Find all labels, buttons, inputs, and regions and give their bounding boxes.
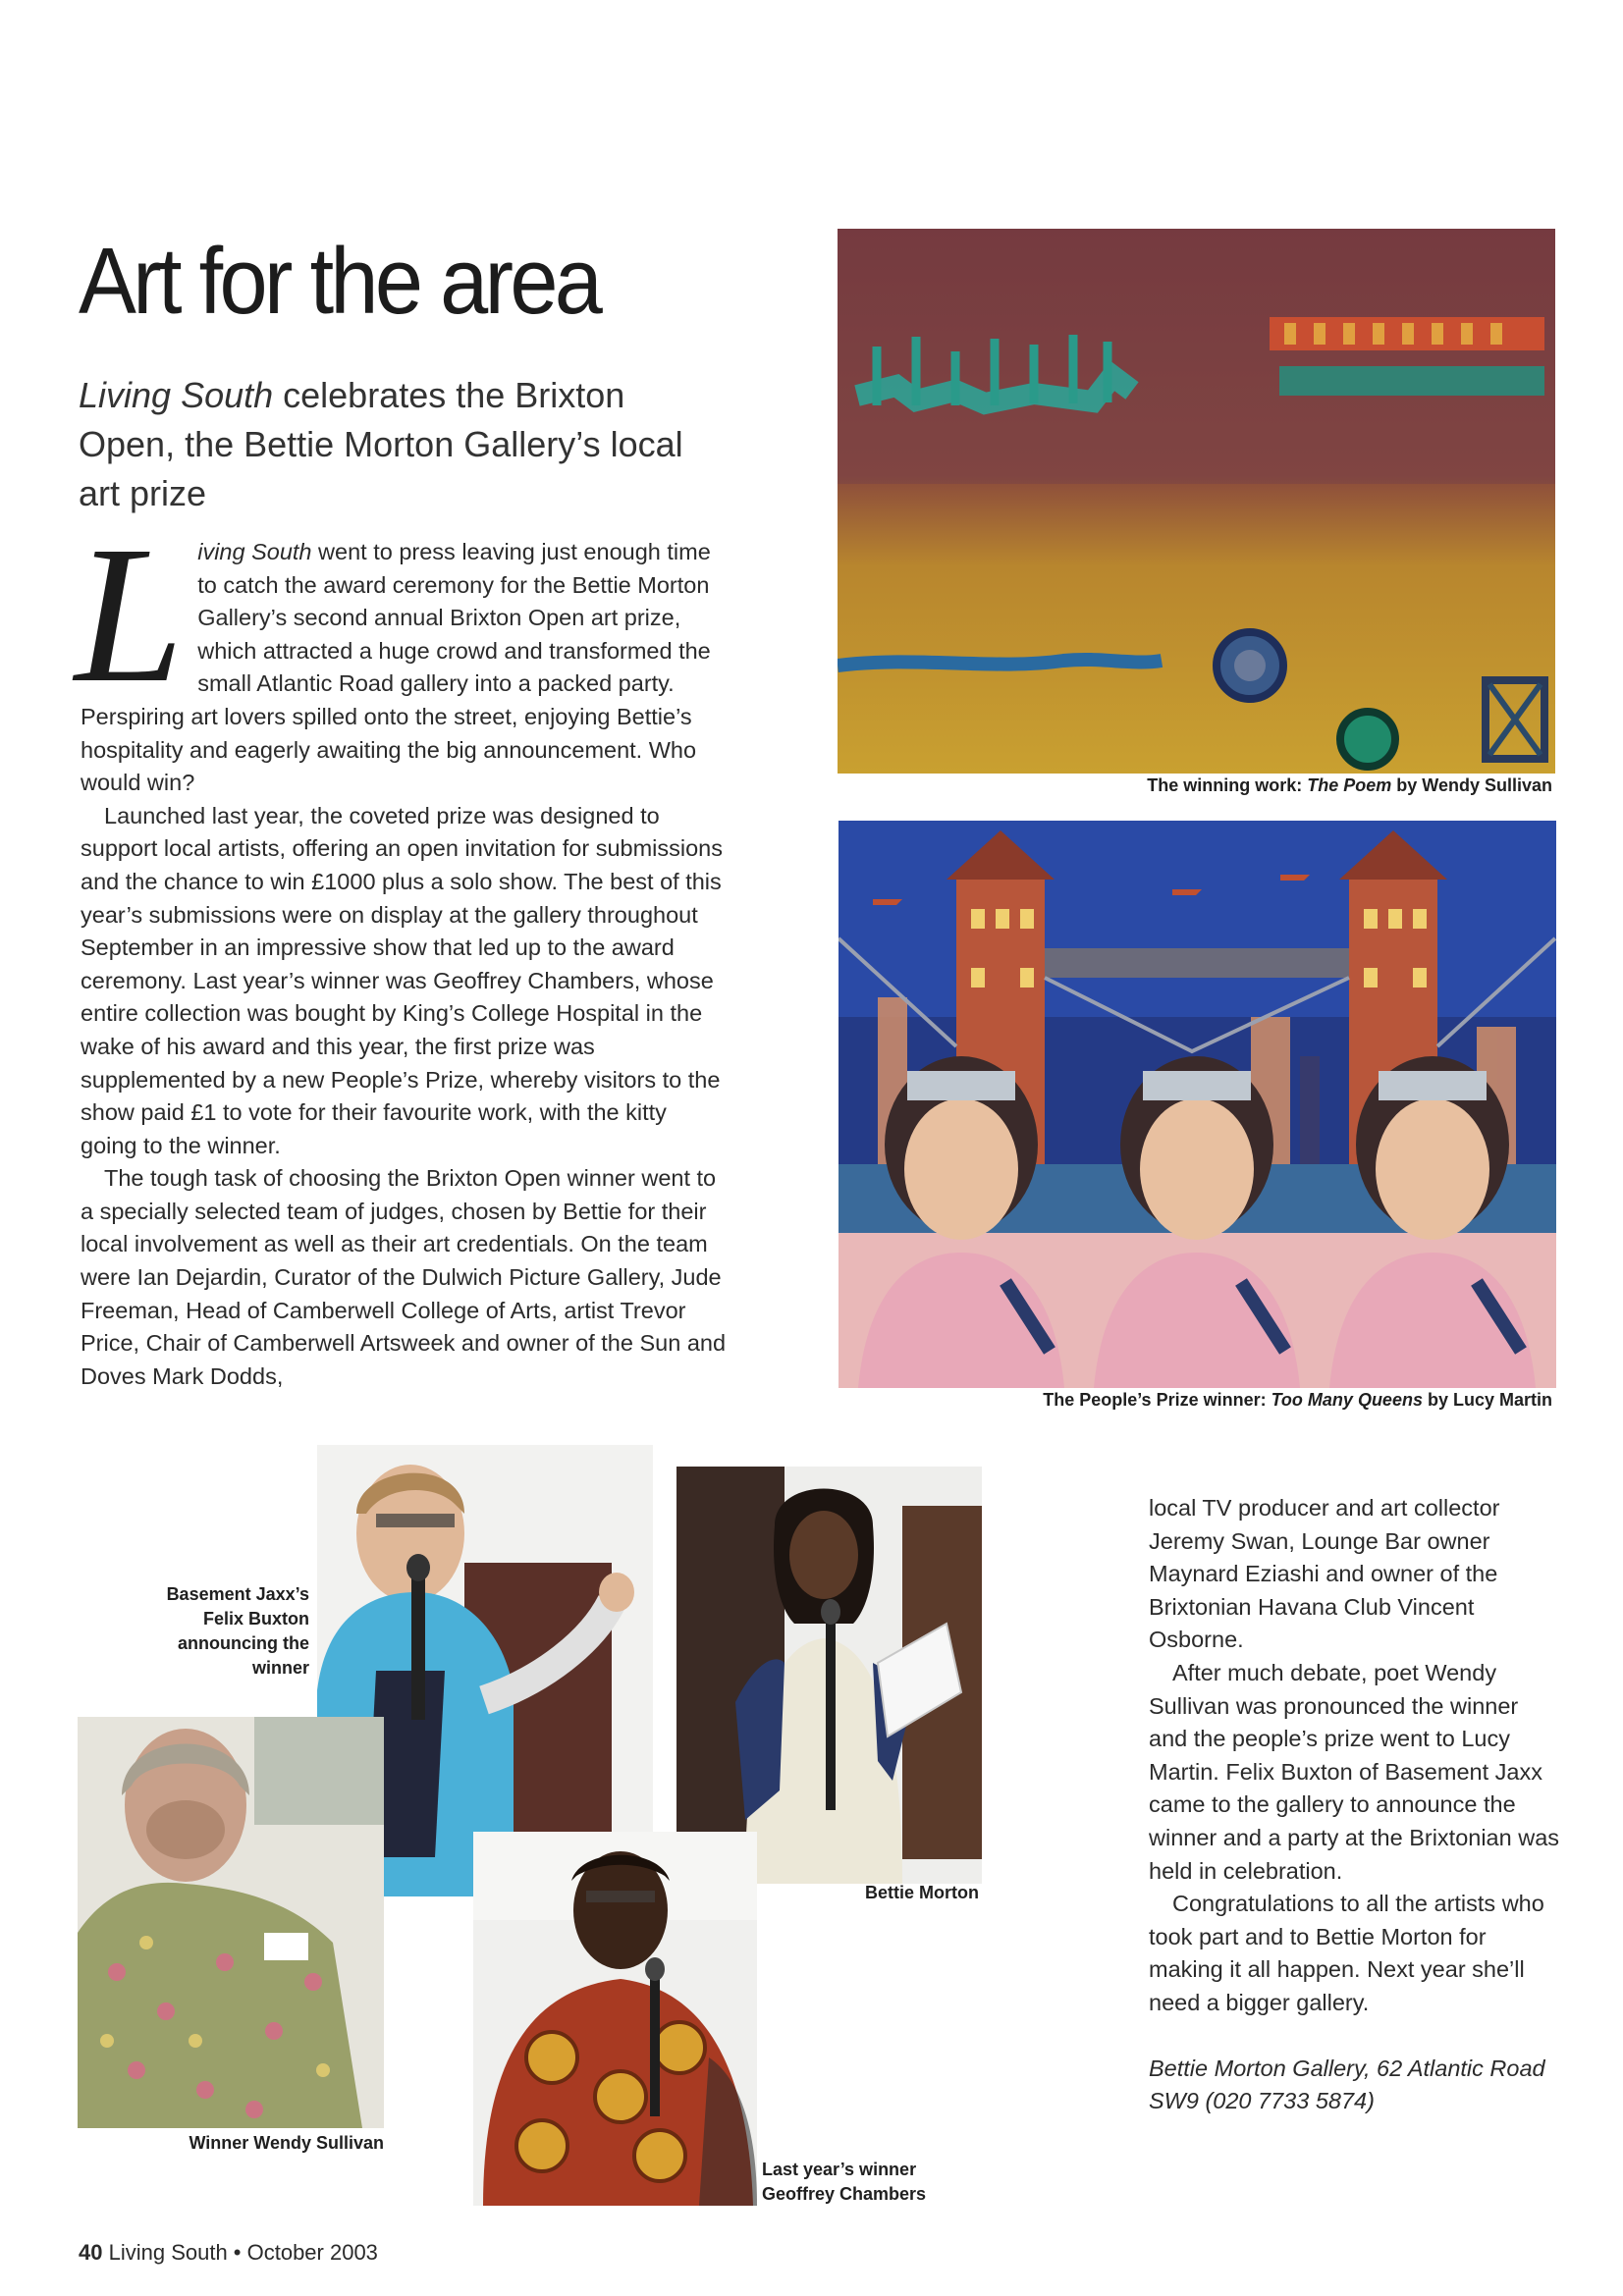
- page-number: 40: [79, 2240, 103, 2265]
- photo-wendy-sullivan: [78, 1717, 384, 2128]
- footer-publication: Living South • October 2003: [102, 2240, 378, 2265]
- caption-felix-buxton: Basement Jaxx’s Felix Buxton announcing the winner: [166, 1584, 309, 1678]
- paragraph-1: [75, 507, 729, 800]
- deck-text: celebrates the Brixton Open, the Bettie Morton Gallery’s local art prize: [79, 375, 683, 513]
- painting-the-poem-image: [838, 229, 1555, 774]
- body-column-right: [1149, 1492, 1561, 2118]
- paragraph-4: local TV producer and art collector Jeremy Swan, Lounge Bar owner Maynard Eziashi and owner of the Brixtonian Havana Club Vincent Osborne.: [1149, 1495, 1500, 1653]
- caption-too-many-queens: [1043, 1388, 1552, 1413]
- deck-magazine-name: Living South: [79, 375, 274, 415]
- paragraph-1-text: went to press leaving just enough time to catch the award ceremony for the Bettie Morton Gallery’s second annual Brixton Open art prize, which attracted a huge crowd and transformed the small Atlantic Road gallery into a packed party. Perspiring art lovers spilled onto the street, enjoying Bettie’s hospitality and eagerly awaiting the big announcement. Who would win?: [81, 539, 711, 796]
- paragraph-6: Congratulations to all the artists who took part and to Bettie Morton for making it all happen. Next year she’ll need a bigger gallery.: [1149, 1891, 1544, 2015]
- caption-too-many-queens-title: Too Many Queens: [1271, 1390, 1423, 1410]
- caption-the-poem-title: The Poem: [1307, 775, 1392, 795]
- photo-bettie-morton: [676, 1467, 982, 1884]
- paragraph-1-italic: iving South: [197, 539, 312, 564]
- drop-cap: L: [75, 507, 185, 723]
- caption-bettie-morton: Bettie Morton: [865, 1883, 979, 1902]
- paragraph-3: The tough task of choosing the Brixton Open winner went to a specially selected team of judges, chosen by Bettie for their local involvement as well as their art credentials. On the team were Ian Dejardin, Curator of the Dulwich Picture Gallery, Jude Freeman, Head of Camberwell College of Arts, artist Trevor Price, Chair of Camberwell Artsweek and owner of the Sun and Doves Mark Dodds,: [81, 1165, 727, 1389]
- paragraph-5: After much debate, poet Wendy Sullivan was pronounced the winner and the people’s prize went to Lucy Martin. Felix Buxton of Basement Jaxx came to the gallery to announce the winner and a party at the Brixtonian was held in celebration.: [1149, 1659, 1560, 1884]
- caption-the-poem-prefix: The winning work:: [1147, 775, 1308, 795]
- paragraph-2: Launched last year, the coveted prize was designed to support local artists, offering an open invitation for submissions and the chance to win £1000 plus a solo show. The best of this year’s submissions were on display at the gallery throughout September in an impressive show that led up to the award ceremony. Last year’s winner was Geoffrey Chambers, whose entire collection was bought by King’s College Hospital in the wake of his award and this year, the first prize was supplemented by a new People’s Prize, whereby visitors to the show paid £1 to vote for their favourite work, with the kitty going to the winner.: [81, 802, 723, 1158]
- caption-too-many-queens-artist: by Lucy Martin: [1422, 1390, 1552, 1410]
- caption-too-many-queens-prefix: The People’s Prize winner:: [1043, 1390, 1271, 1410]
- caption-the-poem: [1147, 774, 1552, 798]
- painting-too-many-queens-image: [839, 821, 1556, 1388]
- page-footer: [79, 2240, 378, 2266]
- article-deck: [79, 371, 687, 518]
- caption-the-poem-artist: by Wendy Sullivan: [1391, 775, 1552, 795]
- gallery-address: Bettie Morton Gallery, 62 Atlantic Road SW9 (020 7733 5874): [1149, 2055, 1545, 2114]
- caption-wendy-sullivan: Winner Wendy Sullivan: [189, 2133, 384, 2153]
- caption-geoffrey-chambers: Last year’s winner Geoffrey Chambers: [762, 2160, 927, 2204]
- article-title: Art for the area: [79, 229, 600, 334]
- photo-geoffrey-chambers: [473, 1832, 757, 2206]
- body-column-left: [75, 507, 729, 1393]
